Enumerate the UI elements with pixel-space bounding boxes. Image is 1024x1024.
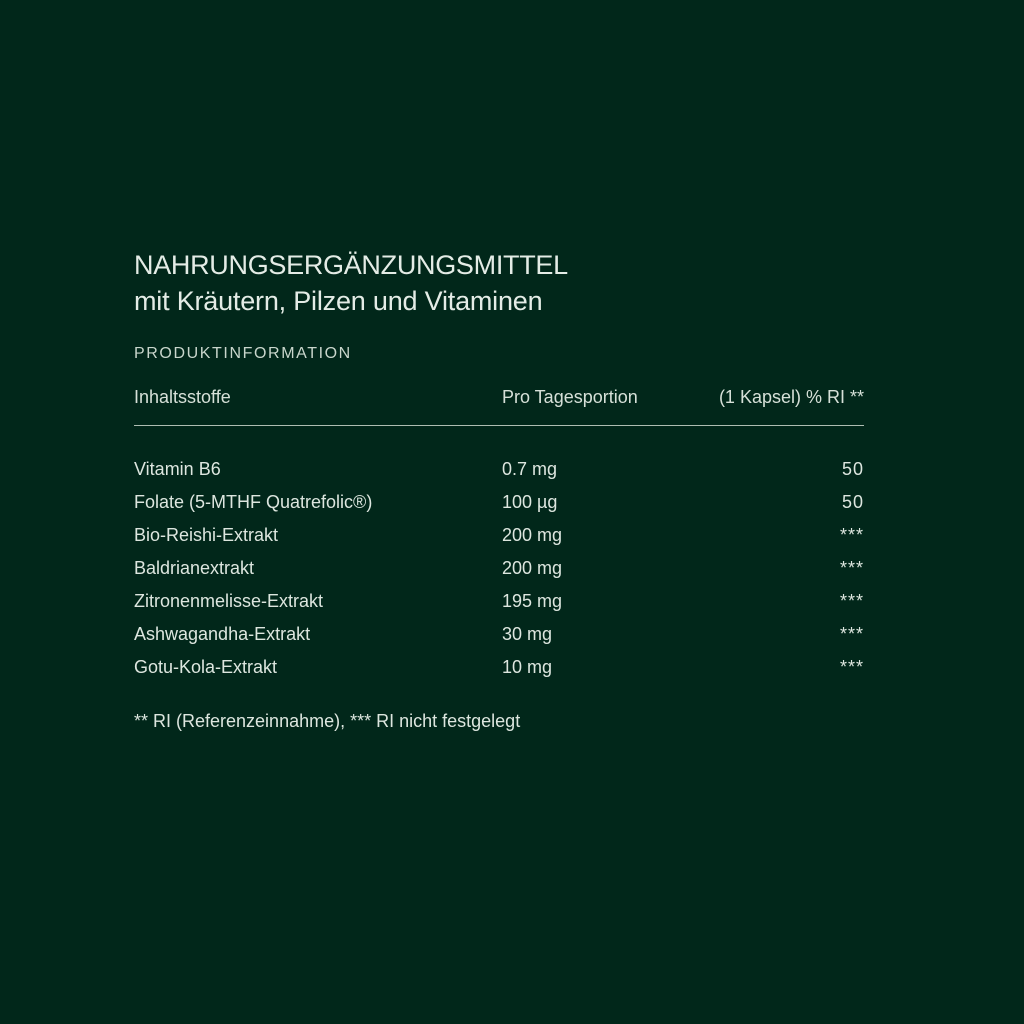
section-label: PRODUKTINFORMATION bbox=[134, 345, 352, 362]
table-header bbox=[134, 387, 864, 425]
ingredient-amount: 0.7 mg bbox=[502, 459, 558, 479]
product-title: NAHRUNGSERGÄNZUNGSMITTEL bbox=[134, 250, 568, 280]
ingredient-amount: 100 µg bbox=[502, 492, 558, 512]
ingredient-name: Baldrianextrakt bbox=[134, 558, 255, 578]
ingredient-ri: *** bbox=[839, 624, 864, 644]
ingredient-name: Folate (5-MTHF Quatrefolic®) bbox=[134, 492, 373, 512]
product-subtitle: mit Kräutern, Pilzen und Vitaminen bbox=[134, 286, 543, 316]
ingredient-amount: 200 mg bbox=[502, 558, 563, 578]
header-ingredient: Inhaltsstoffe bbox=[134, 387, 231, 407]
footnote: ** RI (Referenzeinnahme), *** RI nicht festgelegt bbox=[134, 711, 521, 731]
ingredient-amount: 30 mg bbox=[502, 624, 553, 644]
product-info-panel bbox=[134, 247, 864, 732]
ingredient-amount: 10 mg bbox=[502, 657, 553, 677]
ingredient-amount: 195 mg bbox=[502, 591, 563, 611]
ingredient-name: Ashwagandha-Extrakt bbox=[134, 624, 311, 644]
ingredient-ri: *** bbox=[839, 591, 864, 611]
ingredient-amount: 200 mg bbox=[502, 525, 563, 545]
ingredient-name: Zitronenmelisse-Extrakt bbox=[134, 591, 324, 611]
ingredient-ri: *** bbox=[839, 558, 864, 578]
ingredient-ri: 50 bbox=[841, 492, 864, 512]
table-row bbox=[134, 453, 864, 486]
ingredient-name: Bio-Reishi-Extrakt bbox=[134, 525, 279, 545]
table-row bbox=[134, 585, 864, 618]
ingredient-ri: 50 bbox=[841, 459, 864, 479]
ingredient-ri: *** bbox=[839, 657, 864, 677]
ingredient-ri: *** bbox=[839, 525, 864, 545]
ingredient-name: Gotu-Kola-Extrakt bbox=[134, 657, 278, 677]
table-row bbox=[134, 519, 864, 552]
header-ri: (1 Kapsel) % RI ** bbox=[718, 387, 864, 407]
ingredient-table-body bbox=[134, 453, 864, 684]
table-row bbox=[134, 618, 864, 651]
table-row bbox=[134, 552, 864, 585]
ingredient-name: Vitamin B6 bbox=[134, 459, 221, 479]
table-row bbox=[134, 651, 864, 684]
table-row bbox=[134, 486, 864, 519]
header-divider bbox=[134, 425, 864, 426]
header-per-day: Pro Tagesportion bbox=[502, 387, 638, 407]
